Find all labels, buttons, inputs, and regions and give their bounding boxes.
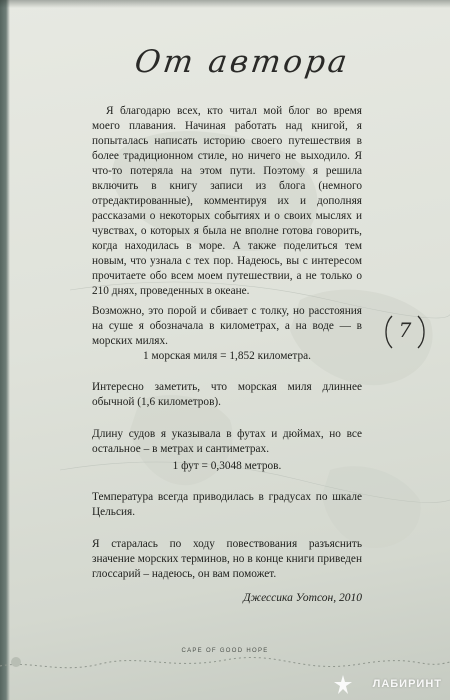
paragraph-distances: Возможно, это порой и сбивает с толку, но расстояния на суше я обозначала в километрах, а на воде — в морских милях. [92, 305, 362, 347]
footer-location-label: CAPE OF GOOD HOPE [181, 648, 269, 654]
page-number-badge [382, 312, 428, 352]
top-shadow [0, 0, 450, 8]
author-signature: Джессика Уотсон, 2010 [243, 592, 362, 604]
watermark-label: ЛАБИРИНТ [372, 678, 442, 690]
chapter-title: От автора [132, 44, 353, 80]
paragraph-acknowledgement [92, 104, 362, 299]
page-number: 7 [398, 318, 412, 342]
page-binding-edge [0, 0, 10, 700]
paragraph-glossary: Я старалась по ходу повествования разъяснить значение морских терминов, но в конце книги приведен глоссарий – надеюсь, он вам поможет. [92, 538, 362, 580]
formula-nautical-mile: 1 морская миля = 1,852 километра. [143, 350, 311, 362]
paragraph-mile-comparison: Интересно заметить, что морская миля длиннее обычной (1,6 километров). [92, 381, 362, 408]
paragraph-text: Я благодарю всех, кто читал мой блог во время моего плавания. Начиная работать над книгой, я попыталась написать историю своего путешествия в более традиционном стиле, но ничего не выходило. Я что-то потеряла на этом пути. Поэтому я решила включить в книгу записи из блога (немного отредактированные), комментируя их и дополняя рассказами о некоторых событиях и о своих мыслях и чувствах, о которых я была не вполне готова говорить, когда находилась в море. А также поделиться тем новым, что узнала с тех пор. Надеюсь, вы с интересом прочитаете обо всем моем путешествии, а не только о 210 днях, проведенных в океане. [92, 105, 362, 297]
paragraph-temperature: Температура всегда приводилась в градусах по шкале Цельсия. [92, 491, 362, 518]
paragraph-vessel-length: Длину судов я указывала в футах и дюймах, но все остальное – в метрах и сантиметрах. [92, 428, 362, 455]
formula-foot: 1 фут = 0,3048 метров. [172, 460, 282, 472]
watermark-logo-icon [332, 674, 354, 696]
